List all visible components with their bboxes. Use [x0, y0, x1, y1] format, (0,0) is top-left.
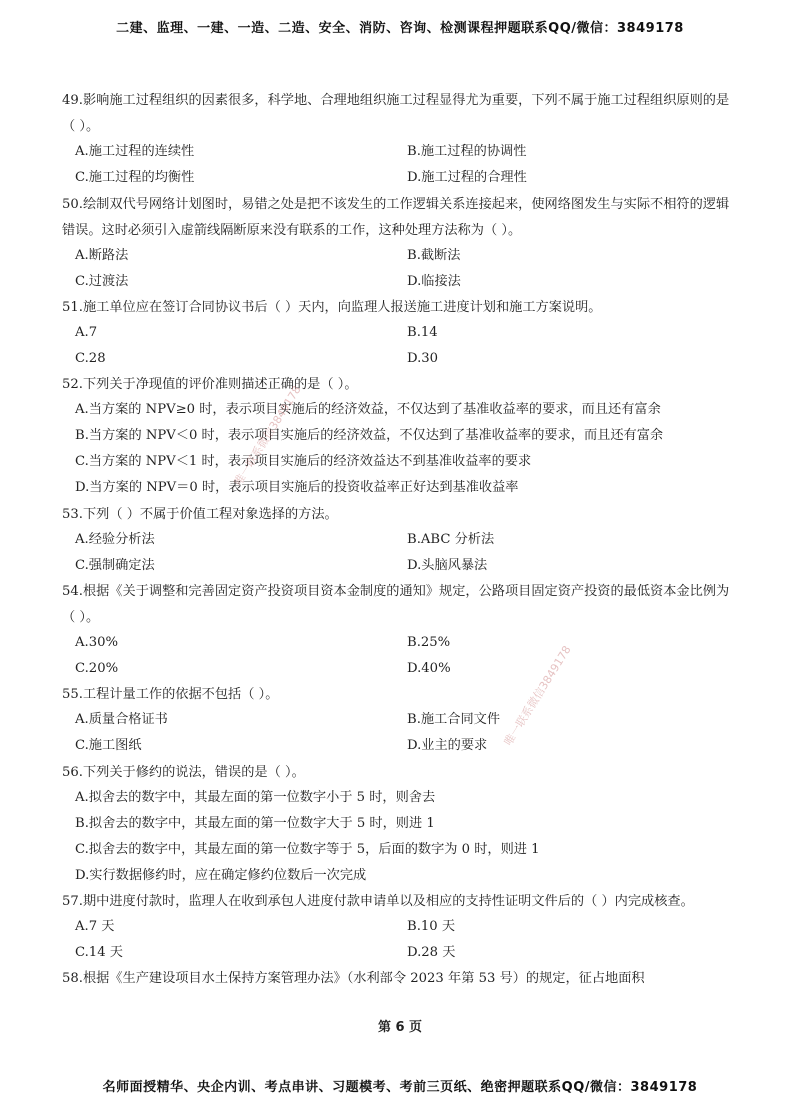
q57-option-b: B.10 天 [407, 919, 456, 934]
q55-option-d: D.业主的要求 [407, 738, 488, 753]
q57-option-d: D.28 天 [407, 945, 456, 960]
q51-option-c: C.28 [75, 351, 106, 366]
question-53-stem: 53.下列（ ）不属于价值工程对象选择的方法。 [62, 507, 338, 522]
question-51-stem: 51.施工单位应在签订合同协议书后（ ）天内，向监理人报送施工进度计划和施工方案说明。 [62, 300, 602, 315]
q54-option-b: B.25% [407, 635, 451, 650]
q53-option-d: D.头脑风暴法 [407, 558, 488, 573]
q55-option-b: B.施工合同文件 [407, 712, 501, 727]
page-footer: 名师面授精华、央企内训、考点串讲、习题模考、考前三页纸、绝密押题联系QQ/微信：3849178 [102, 1080, 698, 1095]
q51-option-b: B.14 [407, 325, 438, 340]
q57-option-a: A.7 天 [75, 919, 115, 934]
question-55-stem: 55.工程计量工作的依据不包括（ ）。 [62, 687, 279, 702]
q53-option-b: B.ABC 分析法 [407, 532, 495, 547]
question-50-stem: 50.绘制双代号网络计划图时，易错之处是把不该发生的工作逻辑关系连接起来，使网络图发生与实际不相符的逻辑错误。这时必须引入虚箭线隔断原来没有联系的工作，这种处理方法称为（ ）。 [62, 197, 730, 238]
q52-option-d: D.当方案的 NPV＝0 时，表示项目实施后的投资收益率正好达到基准收益率 [75, 480, 519, 495]
q55-option-c: C.施工图纸 [75, 738, 142, 753]
q50-option-d: D.临接法 [407, 274, 461, 289]
question-54-stem: 54.根据《关于调整和完善固定资产投资项目资本金制度的通知》规定，公路项目固定资产投资的最低资本金比例为（ ）。 [62, 584, 730, 625]
q54-option-c: C.20% [75, 661, 119, 676]
q49-option-a: A.施工过程的连续性 [75, 144, 195, 159]
q56-option-b: B.拟舍去的数字中，其最左面的第一位数字大于 5 时，则进 1 [75, 816, 435, 831]
q50-option-c: C.过渡法 [75, 274, 129, 289]
q50-option-b: B.截断法 [407, 248, 461, 263]
q49-option-d: D.施工过程的合理性 [407, 170, 527, 185]
q55-option-a: A.质量合格证书 [75, 712, 168, 727]
q49-option-b: B.施工过程的协调性 [407, 144, 527, 159]
question-57-stem: 57.期中进度付款时，监理人在收到承包人进度付款申请单以及相应的支持性证明文件后的（ ）内完成核查。 [62, 894, 694, 909]
page-header: 二建、监理、一建、一造、二造、安全、消防、咨询、检测课程押题联系QQ/微信：3849178 [116, 21, 684, 36]
q53-option-a: A.经验分析法 [75, 532, 155, 547]
q56-option-a: A.拟舍去的数字中，其最左面的第一位数字小于 5 时，则舍去 [75, 790, 436, 805]
q53-option-c: C.强制确定法 [75, 558, 155, 573]
q52-option-c: C.当方案的 NPV＜1 时，表示项目实施后的经济效益达不到基准收益率的要求 [75, 454, 532, 469]
q49-option-c: C.施工过程的均衡性 [75, 170, 195, 185]
q57-option-c: C.14 天 [75, 945, 123, 960]
q51-option-d: D.30 [407, 351, 439, 366]
q54-option-d: D.40% [407, 661, 451, 676]
q50-option-a: A.断路法 [75, 248, 129, 263]
question-56-stem: 56.下列关于修约的说法，错误的是（ ）。 [62, 765, 305, 780]
watermark-stamp: 唯一联系微信3849178 [231, 383, 304, 488]
q54-option-a: A.30% [75, 635, 119, 650]
q56-option-d: D.实行数据修约时，应在确定修约位数后一次完成 [75, 868, 367, 883]
q52-option-b: B.当方案的 NPV＜0 时，表示项目实施后的经济效益，不仅达到了基准收益率的要求，而且还有富余 [75, 428, 664, 443]
q51-option-a: A.7 [75, 325, 98, 340]
q52-option-a: A.当方案的 NPV≥0 时，表示项目实施后的经济效益，不仅达到了基准收益率的要求，而且还有富余 [75, 402, 661, 417]
question-58-stem: 58.根据《生产建设项目水土保持方案管理办法》（水利部令 2023 年第 53 号）的规定，征占地面积 [62, 971, 645, 986]
question-52-stem: 52.下列关于净现值的评价准则描述正确的是（ ）。 [62, 377, 358, 392]
page-number: 第 6 页 [377, 1020, 423, 1035]
question-49-stem: 49.影响施工过程组织的因素很多，科学地、合理地组织施工过程显得尤为重要，下列不属于施工过程组织原则的是（ ）。 [62, 93, 730, 134]
watermark-stamp: 唯一联系微信3849178 [501, 643, 574, 748]
q56-option-c: C.拟舍去的数字中，其最左面的第一位数字等于 5，后面的数字为 0 时，则进 1 [75, 842, 540, 857]
